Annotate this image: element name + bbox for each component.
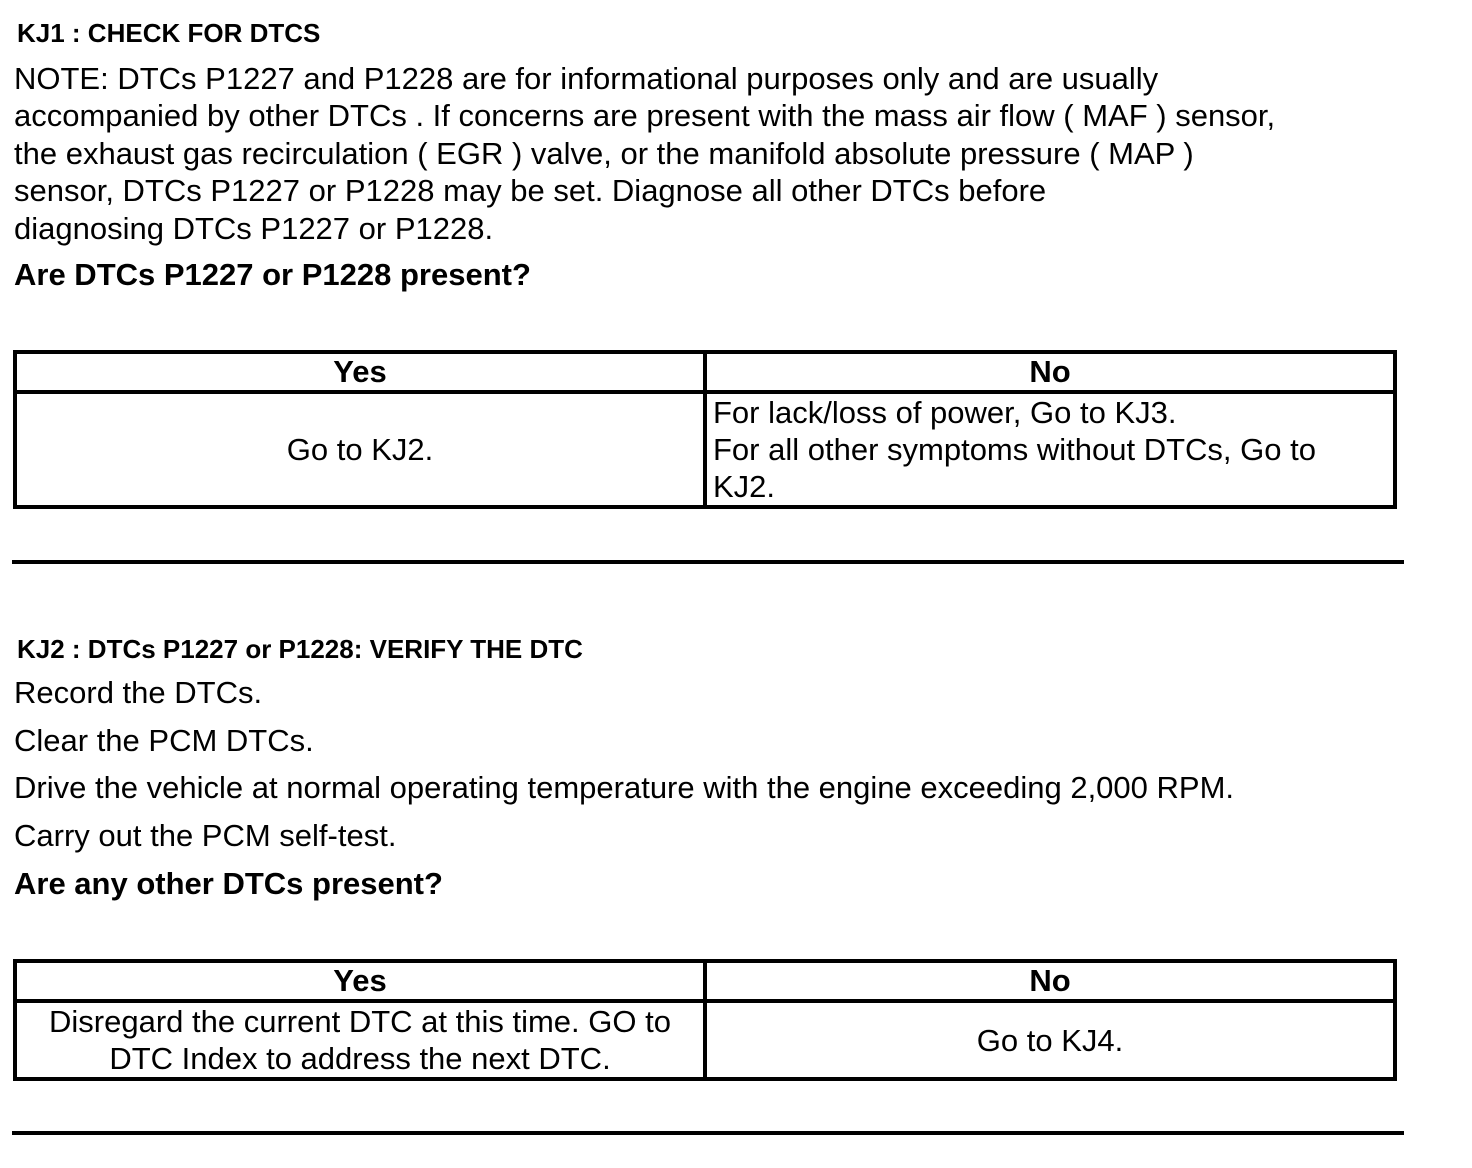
kj1-note-line: diagnosing DTCs P1227 or P1228.: [14, 210, 494, 246]
kj2-step: Clear the PCM DTCs.: [14, 723, 314, 758]
kj1-no-line: KJ2.: [713, 469, 776, 504]
kj1-note-line: accompanied by other DTCs . If concerns are present with the mass air flow ( MAF ) sensor,: [14, 98, 1276, 134]
kj1-yes-header: Yes: [15, 352, 705, 392]
kj1-question: Are DTCs P1227 or P1228 present?: [14, 257, 531, 292]
kj2-no-cell: Go to KJ4.: [705, 1001, 1395, 1079]
kj1-answer-table: [13, 350, 1397, 509]
kj1-note-line: NOTE: DTCs P1227 and P1228 are for informational purposes only and are usually: [14, 61, 1159, 96]
kj2-step: Carry out the PCM self-test.: [14, 818, 397, 853]
kj1-note: [14, 60, 1275, 247]
section-divider: [12, 1131, 1404, 1135]
kj2-yes-cell: [15, 1001, 705, 1079]
kj2-yes-line: DTC Index to address the next DTC.: [109, 1041, 611, 1076]
kj1-yes-cell: Go to KJ2.: [15, 392, 705, 507]
kj1-note-line: sensor, DTCs P1227 or P1228 may be set. Diagnose all other DTCs before: [14, 173, 1047, 209]
kj2-yes-line: Disregard the current DTC at this time. GO to: [49, 1004, 671, 1039]
kj2-title: KJ2 : DTCs P1227 or P1228: VERIFY THE DTC: [17, 634, 583, 664]
kj1-no-line: For all other symptoms without DTCs, Go to: [713, 432, 1316, 467]
kj2-no-header: No: [705, 961, 1395, 1001]
kj2-step: Record the DTCs.: [14, 675, 263, 710]
section-divider: [12, 560, 1404, 564]
kj1-title: KJ1 : CHECK FOR DTCS: [17, 18, 321, 48]
kj1-no-header: No: [705, 352, 1395, 392]
kj2-yes-header: Yes: [15, 961, 705, 1001]
kj2-step: Drive the vehicle at normal operating temperature with the engine exceeding 2,000 RPM.: [14, 770, 1235, 805]
kj1-no-line: For lack/loss of power, Go to KJ3.: [713, 395, 1177, 430]
kj2-answer-table: [13, 959, 1397, 1081]
kj1-note-line: the exhaust gas recirculation ( EGR ) valve, or the manifold absolute pressure ( MAP ): [14, 135, 1194, 171]
kj1-no-cell: [705, 392, 1395, 507]
kj2-question: Are any other DTCs present?: [14, 866, 443, 901]
